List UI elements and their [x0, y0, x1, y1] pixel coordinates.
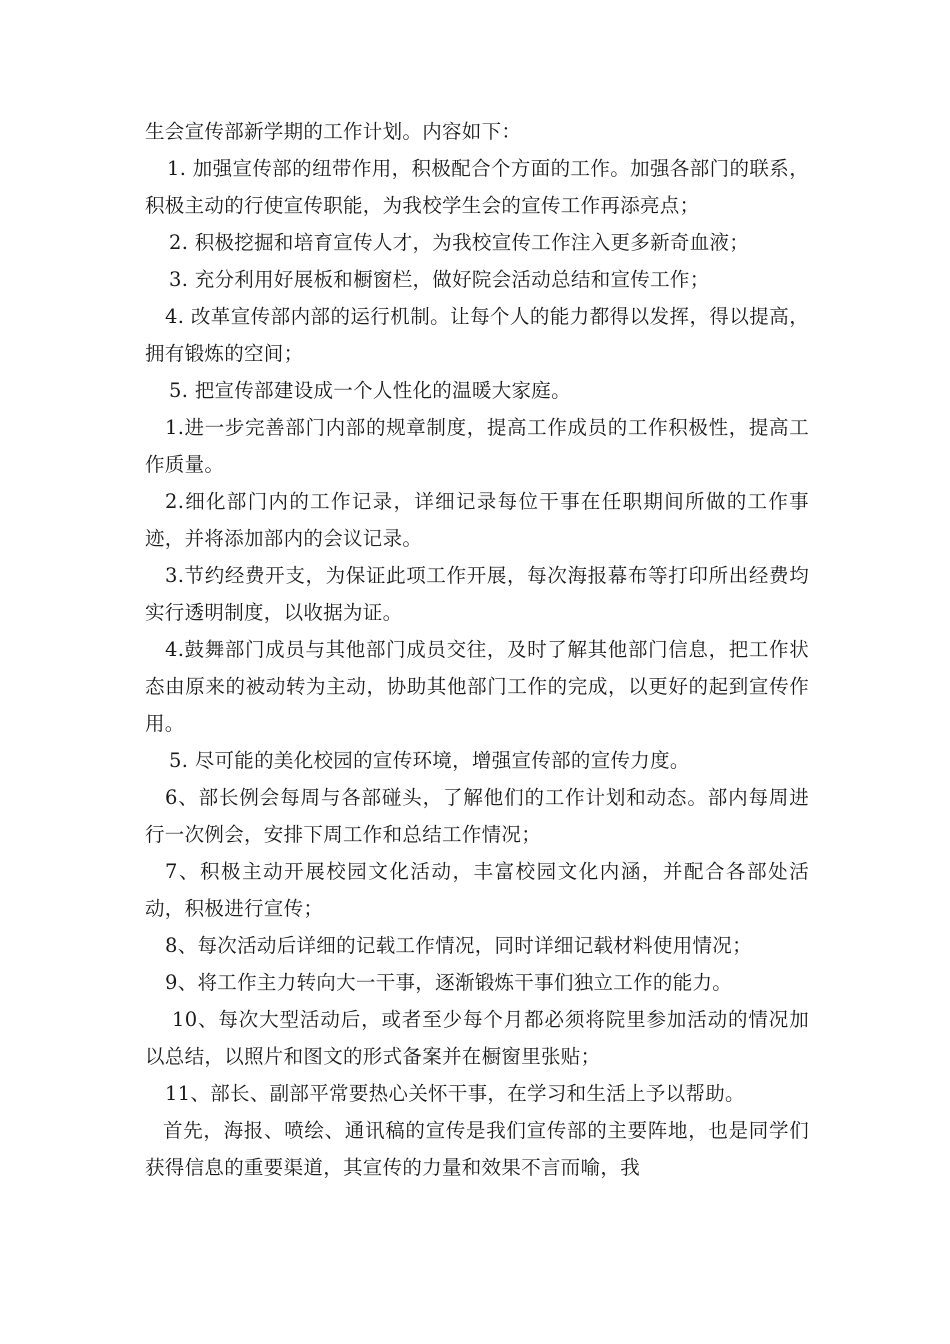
paragraph-item-9: 9、将工作主力转向大一干事，逐渐锻炼干事们独立工作的能力。 [165, 971, 733, 994]
paragraph-measure-3: 3.节约经费开支，为保证此项工作开展，每次海报幕布等打印所出经费均实行透明制度，以收据为证。 [145, 564, 809, 624]
paragraph-item-11: 11、部长、副部平常要热心关怀干事，在学习和生活上予以帮助。 [165, 1082, 745, 1105]
paragraph-measure-2: 2.细化部门内的工作记录，详细记录每位干事在任职期间所做的工作事迹，并将添加部内的会议记录。 [145, 490, 809, 550]
paragraph-goal-4: 4. 改革宣传部内部的运行机制。让每个人的能力都得以发挥，得以提高，拥有锻炼的空间； [145, 305, 809, 365]
paragraph-goal-5: 5. 把宣传部建设成一个人性化的温暖大家庭。 [169, 379, 571, 402]
paragraph-goal-3: 3. 充分利用好展板和橱窗栏，做好院会活动总结和宣传工作； [169, 268, 710, 291]
paragraph-item-8: 8、每次活动后详细的记载工作情况，同时详细记载材料使用情况； [165, 934, 752, 957]
paragraph-measure-1: 1.进一步完善部门内部的规章制度，提高工作成员的工作积极性，提高工作质量。 [145, 416, 809, 476]
paragraph-measure-5: 5. 尽可能的美化校园的宣传环境，增强宣传部的宣传力度。 [169, 749, 690, 772]
paragraph-item-10: 10、每次大型活动后，或者至少每个月都必须将院里参加活动的情况加以总结，以照片和图文的形式备案并在橱窗里张贴； [145, 1008, 809, 1068]
paragraph-measure-4: 4.鼓舞部门成员与其他部门成员交往，及时了解其他部门信息，把工作状态由原来的被动转为主动，协助其他部门工作的完成，以更好的起到宣传作用。 [145, 638, 809, 735]
paragraph-intro: 生会宣传部新学期的工作计划。内容如下： [145, 120, 522, 143]
paragraph-goal-1: 1. 加强宣传部的纽带作用，积极配合个方面的工作。加强各部门的联系，积极主动的行使宣传职能，为我校学生会的宣传工作再添亮点； [145, 157, 809, 217]
document-body [145, 113, 809, 1186]
paragraph-conclusion: 首先，海报、喷绘、通讯稿的宣传是我们宣传部的主要阵地，也是同学们获得信息的重要渠道，其宣传的力量和效果不言而喻，我 [145, 1119, 809, 1179]
paragraph-item-6: 6、部长例会每周与各部碰头，了解他们的工作计划和动态。部内每周进行一次例会，安排下周工作和总结工作情况； [145, 786, 809, 846]
paragraph-item-7: 7、积极主动开展校园文化活动，丰富校园文化内涵，并配合各部处活动，积极进行宣传； [145, 860, 809, 920]
paragraph-goal-2: 2. 积极挖掘和培育宣传人才，为我校宣传工作注入更多新奇血液； [169, 231, 750, 254]
